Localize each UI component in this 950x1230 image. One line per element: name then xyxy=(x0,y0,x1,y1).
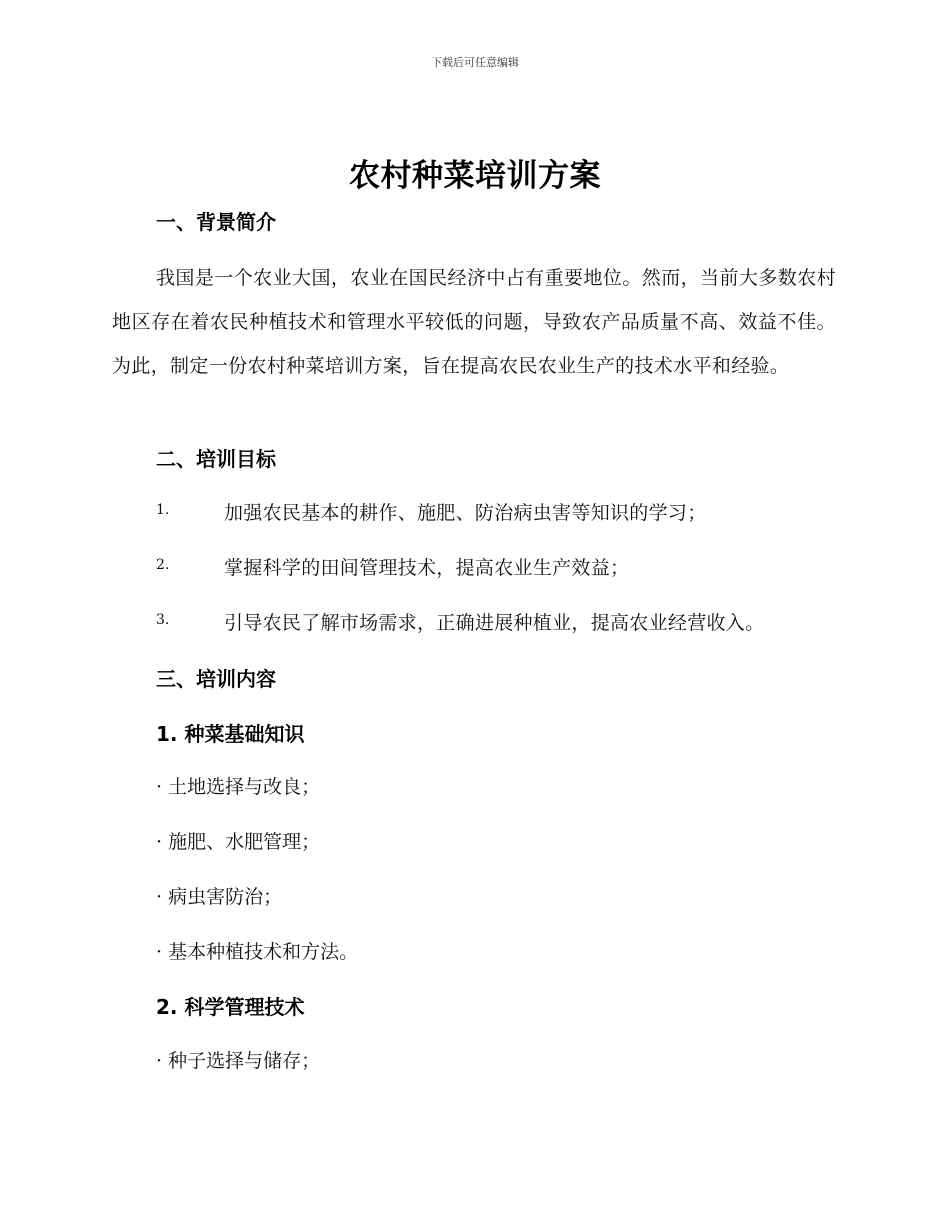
document-title: 农村种菜培训方案 xyxy=(349,158,601,194)
section-heading-background: 一、背景简介 xyxy=(156,210,276,234)
background-paragraph: 我国是一个农业大国，农业在国民经济中占有重要地位。然而，当前大多数农村地区存在着农民种植技术和管理水平较低的问题，导致农产品质量不高、效益不佳。为此，制定一份农村种菜培训方案，旨在提高农民农业生产的技术水平和经验。 xyxy=(112,267,836,377)
goal-text: 加强农民基本的耕作、施肥、防治病虫害等知识的学习； xyxy=(224,502,707,524)
bullet-item: · 病虫害防治； xyxy=(156,886,283,908)
bullet-item: · 基本种植技术和方法。 xyxy=(156,941,359,963)
header-note: 下载后可任意编辑 xyxy=(431,56,519,69)
subsection-heading-management: 2. 科学管理技术 xyxy=(156,995,305,1019)
goal-number: 3. xyxy=(156,612,170,628)
bullet-item: · 土地选择与改良； xyxy=(156,776,321,798)
goal-text: 掌握科学的田间管理技术，提高农业生产效益； xyxy=(224,557,630,579)
goal-number: 1. xyxy=(156,502,170,518)
section-heading-goals: 二、培训目标 xyxy=(156,447,276,471)
subsection-heading-basics: 1. 种菜基础知识 xyxy=(156,722,305,746)
goal-number: 2. xyxy=(156,557,170,573)
bullet-item: · 施肥、水肥管理； xyxy=(156,831,321,853)
goal-text: 引导农民了解市场需求，正确进展种植业，提高农业经营收入。 xyxy=(224,612,765,634)
section-heading-content: 三、培训内容 xyxy=(156,667,276,691)
bullet-item: · 种子选择与储存； xyxy=(156,1050,321,1072)
